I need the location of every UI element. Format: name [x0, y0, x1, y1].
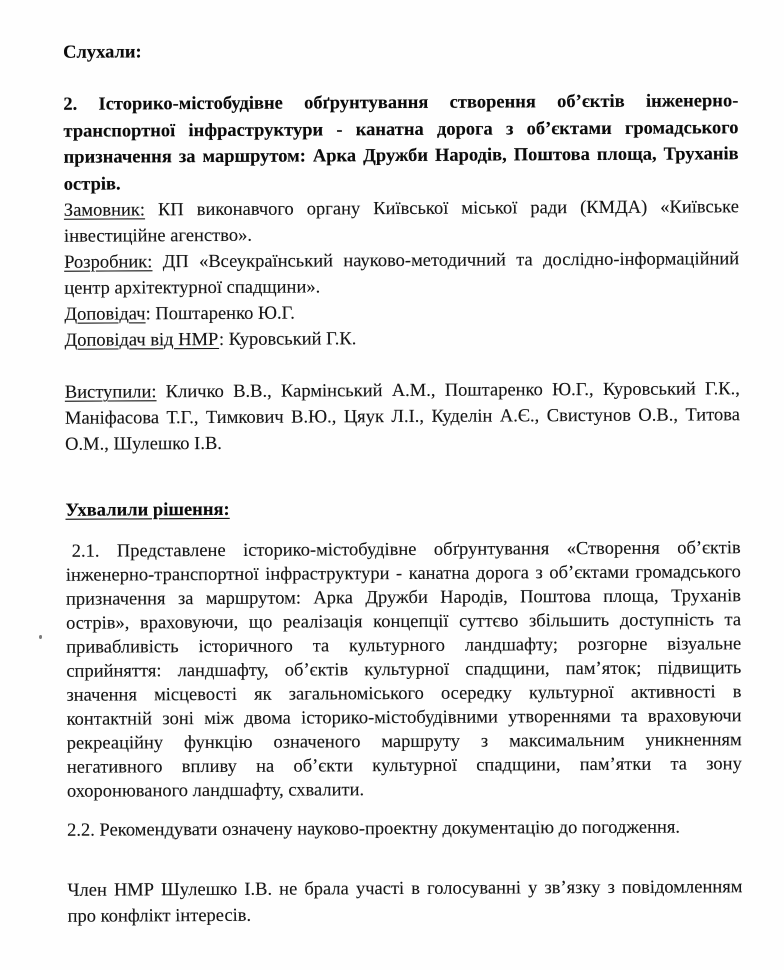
spoke-paragraph — [65, 376, 740, 458]
speaker-nmr-line — [65, 324, 740, 354]
speaker-line — [64, 298, 739, 328]
customer-line — [64, 194, 739, 250]
speaker-label: Доповідач — [64, 304, 146, 325]
agenda-item-paragraph: 2. Історико-містобудівне обґрунтування створення об’єктів інженерно-транспортної інфраструктури - канатна дорога з об’єктами громадського призначення за маршрутом: Арка Дружби Народів, Поштова площа, Труханів острів. — [63, 91, 739, 195]
scan-speck-artifact — [39, 635, 42, 639]
decision-2-2-paragraph: 2.2. Рекомендувати означену науково-проектну документацію до погодження. — [67, 817, 681, 841]
speaker-nmr-label: Доповідач від НМР — [64, 329, 220, 351]
heading-heard: Слухали: — [63, 42, 142, 63]
developer-label: Розробник: — [64, 252, 153, 273]
conflict-of-interest-note: Член НМР Шулешко І.В. не брала участі в голосуванні у зв’язку з повідомленням про конфлікт інтересів. — [67, 877, 743, 927]
developer-line — [64, 246, 739, 302]
decided-label: Ухвалили рішення: — [65, 499, 230, 521]
heading-decided — [65, 494, 740, 524]
speaker-nmr-value: : Куровський Г.К. — [218, 329, 357, 350]
decision-2-1-paragraph: 2.1. Представлене історико-містобудівне обґрунтування «Створення об’єктів інженерно-транспортної інфраструктури - канатна дорога з об’єктами громадського призначення за маршрутом: Арка Дружби Народів, Поштова площа, Труханів острів», враховуючи, що реалізація концепції суттєво збільшить доступність та привабливість історичного та культурного ландшафту; розгорне візуальне сприйняття: ландшафту, об’єктів культурної спадщини, пам’яток; підвищить значення місцевості як загальноміського осередку культурної активності в контактній зоні між двома історико-містобудівними утвореннями та враховуючи рекреаційну функцію означеного маршруту з максимальним уникненням негативного впливу на об’єкти культурної спадщини, пам’ятки та зону охоронюваного ландшафту, схвалити. — [65, 538, 742, 802]
developer-value: ДП «Всеукраїнський науково-методичний та дослідно-інформаційний центр архітектурної спадщини». — [64, 249, 740, 299]
spoke-value: Кличко В.В., Кармінський А.М., Поштаренко Ю.Г., Куровський Г.К., Маніфасова Т.Г., Тимкович В.Ю., Цяук Л.І., Куделін А.Є., Свистунов О.В., Титова О.М., Шулешко І.В. — [64, 379, 741, 455]
spoke-label: Виступили: — [64, 382, 157, 403]
document-content — [63, 36, 743, 930]
meta-block — [64, 194, 740, 354]
customer-value: КП виконавчого органу Київської міської ради (КМДА) «Київське інвестиційне агенство». — [63, 197, 739, 247]
customer-label: Замовник: — [63, 200, 146, 221]
speaker-value: : Поштаренко Ю.Г. — [145, 303, 295, 325]
